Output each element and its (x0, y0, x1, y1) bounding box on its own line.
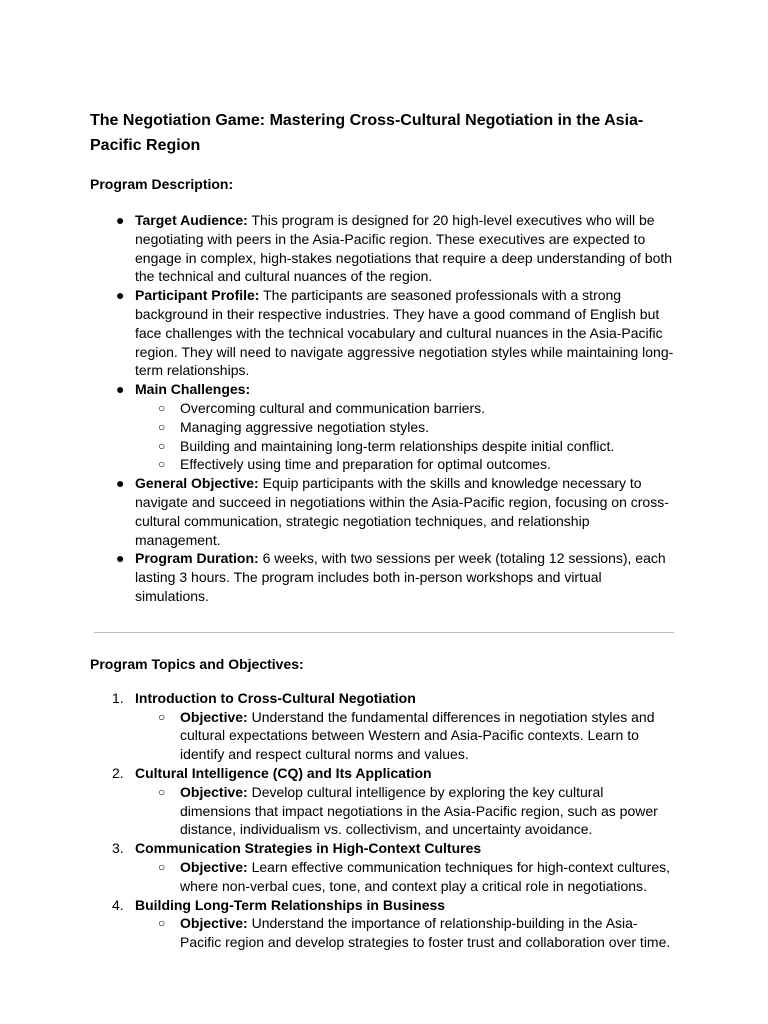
topic-objective-list (135, 708, 676, 764)
topic-objective-list (135, 858, 676, 896)
topic-objective (90, 858, 676, 896)
sub-item-text: Managing aggressive negotiation styles. (180, 418, 430, 435)
bullet-icon: ● (116, 381, 125, 398)
objective-label: Objective: (180, 858, 248, 875)
item-label: Main Challenges: (135, 381, 251, 398)
program-topics-heading: Program Topics and Objectives: (90, 655, 304, 672)
challenges-sublist (135, 399, 676, 474)
item-text: Equip participants with the skills and knowledge necessary to navigate and succeed in negotiations within the Asia-Pacific region, focusing on cross-cultural communication, strategic negotiation techniques, and relationship management. (135, 475, 669, 548)
item-label: Program Duration: (135, 550, 259, 567)
bullet-icon: ● (116, 475, 125, 492)
bullet-icon: ● (116, 287, 125, 304)
hollow-bullet-icon: ○ (158, 859, 166, 874)
topic-title: Cultural Intelligence (CQ) and Its Application (135, 764, 432, 781)
program-description-heading: Program Description: (90, 176, 234, 192)
topic-objective-list (135, 783, 676, 839)
item-label: General Objective: (135, 475, 259, 492)
topic-number: 1. (112, 689, 124, 706)
hollow-bullet-icon: ○ (158, 784, 166, 799)
sub-list-item (90, 437, 676, 456)
objective-label: Objective: (180, 915, 248, 932)
list-item-program-duration (90, 549, 676, 605)
bullet-icon: ● (116, 212, 125, 228)
hollow-bullet-icon: ○ (158, 438, 166, 453)
objective-text: Understand the fundamental differences in negotiation styles and cultural expectations between Western and Asia-Pacific contexts. Learn to identify and respect cultural norms and values. (180, 708, 655, 763)
topic-number: 3. (112, 840, 124, 857)
item-label: Target Audience: (135, 212, 248, 228)
objective-label: Objective: (180, 783, 248, 800)
hollow-bullet-icon: ○ (158, 400, 166, 415)
item-text: This program is designed for 20 high-level executives who will be negotiating with peers in the Asia-Pacific region. These executives are expected to engage in complex, high-stakes negotiations that require a deep understanding of both the technical and cultural nuances of the region. (135, 212, 673, 285)
list-item-participant-profile (90, 286, 676, 380)
sub-item-text: Effectively using time and preparation for optimal outcomes. (180, 456, 551, 473)
topic-item (90, 689, 676, 764)
program-description-list (90, 211, 676, 606)
bullet-icon: ● (116, 550, 125, 567)
topic-title: Communication Strategies in High-Context Cultures (135, 840, 482, 857)
topic-item (90, 839, 676, 895)
topic-item (90, 896, 676, 952)
list-item-main-challenges (90, 380, 676, 474)
list-item-target-audience (90, 211, 676, 286)
sub-item-text: Building and maintaining long-term relationships despite initial conflict. (180, 437, 615, 454)
objective-text: Develop cultural intelligence by exploring the key cultural dimensions that impact negotiations in the Asia-Pacific region, such as power distance, individualism vs. collectivism, and uncertainty avoidance. (180, 783, 658, 838)
item-text: The participants are seasoned professionals with a strong background in their respective industries. They have a good command of English but face challenges with the technical vocabulary and cultural nuances in the Asia-Pacific region. They will need to navigate aggressive negotiation styles while maintaining long-term relationships. (135, 287, 674, 379)
topic-title: Building Long-Term Relationships in Business (135, 896, 446, 913)
item-label: Participant Profile: (135, 287, 260, 304)
hollow-bullet-icon: ○ (158, 916, 166, 931)
topic-objective (90, 783, 676, 839)
sub-item-text: Overcoming cultural and communication barriers. (180, 399, 486, 416)
sub-list-item (90, 399, 676, 418)
hollow-bullet-icon: ○ (158, 709, 166, 724)
objective-label: Objective: (180, 708, 248, 725)
horizontal-divider (94, 632, 674, 633)
topic-number: 2. (112, 764, 124, 781)
hollow-bullet-icon: ○ (158, 457, 166, 472)
document-title: The Negotiation Game: Mastering Cross-Cultural Negotiation in the Asia-Pacific Region (90, 112, 644, 154)
program-topics-list (90, 689, 676, 952)
topic-number: 4. (112, 896, 124, 913)
objective-text: Learn effective communication techniques for high-context cultures, where non-verbal cues, tone, and context play a critical role in negotiations. (180, 858, 671, 894)
topic-objective (90, 914, 676, 952)
sub-list-item (90, 418, 676, 437)
topic-item (90, 764, 676, 839)
topic-objective-list (135, 914, 676, 952)
item-text: 6 weeks, with two sessions per week (totaling 12 sessions), each lasting 3 hours. The program includes both in-person workshops and virtual simulations. (135, 550, 666, 604)
hollow-bullet-icon: ○ (158, 419, 166, 434)
topic-objective (90, 708, 676, 764)
objective-text: Understand the importance of relationship-building in the Asia-Pacific region and develop strategies to foster trust and collaboration over time. (180, 915, 671, 951)
topic-title: Introduction to Cross-Cultural Negotiation (135, 689, 416, 706)
sub-list-item (90, 455, 676, 474)
list-item-general-objective (90, 474, 676, 549)
